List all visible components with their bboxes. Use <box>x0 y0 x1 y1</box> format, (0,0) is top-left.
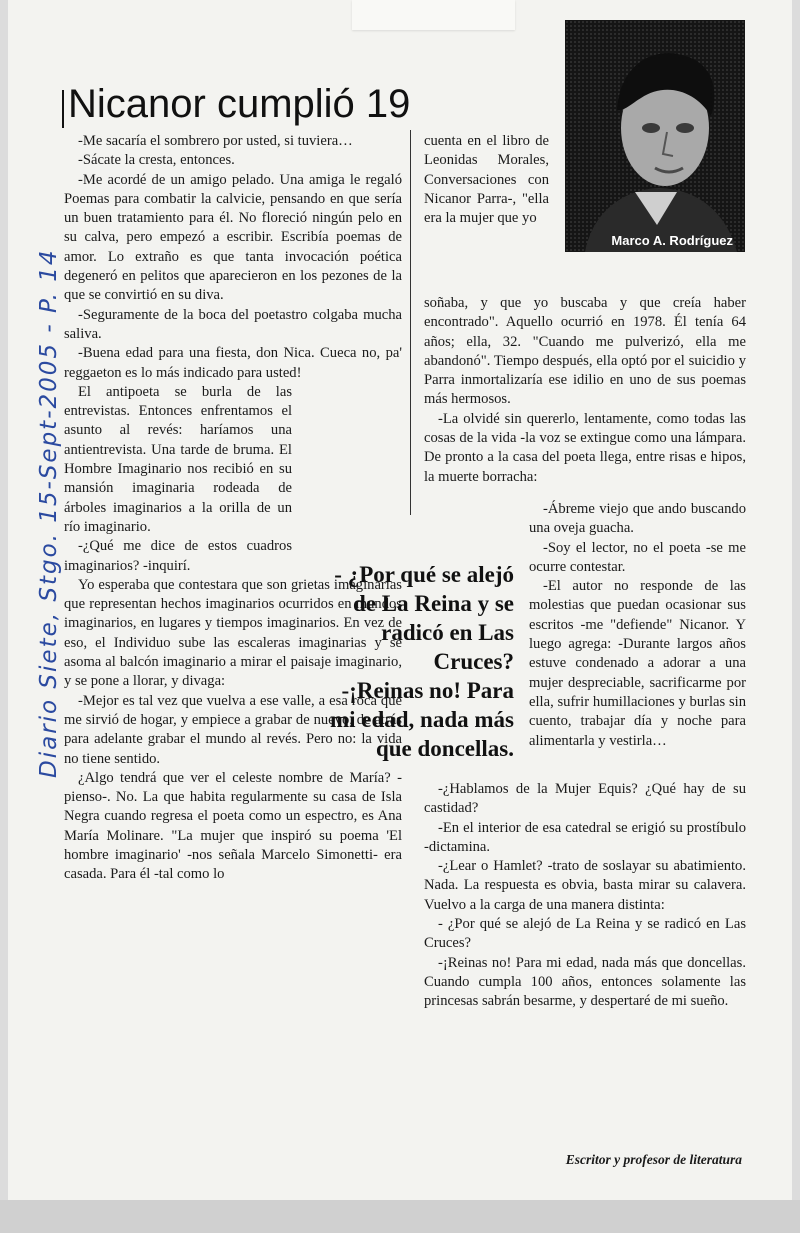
paragraph: El antipoeta se burla de las entrevistas. Entonces enfrentamos el asunto al revés: haríamos una antientrevista. Una tarde de bruma. El Hombre Imaginario nos recibió en su mansión imaginaria rodeada de árboles imaginarios a la orilla de un río imaginario. <box>64 383 292 535</box>
paragraph: -Me sacaría el sombrero por usted, si tuviera… <box>78 133 353 149</box>
paragraph: -Soy el lector, no el poeta -se me ocurre contestar. <box>529 539 746 575</box>
paragraph: -Mejor es tal vez que vuelva a ese valle, a esa roca que me sirvió de hogar, y empiece a grabar de nuevo, de atrás para adelante grabar el mundo al revés. Pero no: la vida no tiene sentido. <box>64 692 402 767</box>
photo-caption: Marco A. Rodríguez <box>611 233 733 248</box>
paragraph: -Ábreme viejo que ando buscando una oveja guacha. <box>529 501 746 537</box>
right-column-top <box>424 132 549 228</box>
pull-quote-question: - ¿Por qué se alejó de La Reina y se radicó en Las Cruces? <box>334 562 514 674</box>
author-photo <box>565 20 745 252</box>
right-column-main <box>424 294 746 487</box>
article-headline: Nicanor cumplió 19 <box>68 82 411 126</box>
paragraph: Yo esperaba que contestara que son grietas imaginarias que representan hechos imaginarios ocurridos en mundos imaginarios, en lugares y tiempos imaginarios. En vez de eso, el Individuo sube las escaleras imaginarias y se asoma al balcón imaginario a mirar el paisaje imaginario, y se pone a llorar, y divaga: <box>64 576 402 690</box>
headline-rule <box>62 90 64 128</box>
paragraph: -En el interior de esa catedral se erigió su prostíbulo -dictamina. <box>424 819 746 855</box>
paragraph: -Me acordé de un amigo pelado. Una amiga le regaló Poemas para combatir la calvicie, pensando en que sería un buen tratamiento para él. No floreció ningún pelo en su calva, pero empezó a escribir. Escribía poemas de amor. Lo extraño es que tanta invocación poética degeneró en pelitos que aparecieron en los pezones de la que se convirtió en su diva. <box>64 171 402 304</box>
paragraph: -¿Qué me dice de estos cuadros imaginarios? -inquirí. <box>64 538 292 574</box>
author-signature: Escritor y profesor de literatura <box>565 1152 742 1167</box>
paragraph: -¿Lear o Hamlet? -trato de soslayar su abatimiento. Nada. La respuesta es obvia, basta mirar su calavera. Vuelvo a la carga de una manera distinta: <box>424 858 746 913</box>
paragraph: soñaba, y que yo buscaba y que creía haber encontrado". Aquello ocurrió en 1978. Él tenía 64 años; ella, 32. "Cuando me pulverizó, ella me abandonó". Tiempo después, ella optó por el suicidio y Parra inmortalizaría ese idilio en uno de sus poemas más hermosos. <box>424 295 746 408</box>
paragraph: -Sácate la cresta, entonces. <box>78 152 235 169</box>
paragraph: -El autor no responde de las molestias que puedan ocasionar sus escritos -me "defiende" Nicanor. Y luego agrega: -Durante largos años estuve condenado a adorar a una mujer despreciable, sacrificarme por ella, sufrir humillaciones y burlas sin cuento, trabajar día y noche para alimentarla y vestirla… <box>529 578 746 749</box>
right-column-bottom <box>424 780 746 1150</box>
paragraph: -Buena edad para una fiesta, don Nica. Cueca no, pa' reggaeton es lo más indicado para usted! <box>64 345 402 381</box>
paragraph: - ¿Por qué se alejó de La Reina y se radicó en Las Cruces? <box>424 916 746 952</box>
portrait-image <box>565 20 745 252</box>
scan-background <box>0 1200 800 1233</box>
paragraph: cuenta en el libro de Leonidas Morales, Conversaciones con Nicanor Parra-, "ella era la mujer que yo <box>424 133 549 227</box>
paragraph: -Seguramente de la boca del poetastro colgaba mucha saliva. <box>64 306 402 342</box>
pull-quote <box>318 560 514 763</box>
handwritten-source-note: Diario Siete, Stgo. 15-Sept-2005 - P. 14 <box>36 248 62 778</box>
paragraph: -La olvidé sin quererlo, lentamente, como todas las cosas de la vida -la voz se extingue como una lámpara. De pronto a la casa del poeta llega, entre risas e hipos, la muerte borracha: <box>424 410 746 485</box>
pull-quote-answer: -¡Reinas no! Para mi edad, nada más que doncellas. <box>329 678 514 761</box>
paragraph: -¡Reinas no! Para mi edad, nada más que doncellas. Cuando cumpla 100 años, entonces solamente las princesas sabrán besarme, y despertaré de mi sueño. <box>424 954 746 1010</box>
paragraph: ¿Algo tendrá que ver el celeste nombre de María? -pienso-. No. La que habita regularmente su casa de Isla Negra cuando regresa el poeta como un espectro, es Ana María Molinare. "La mujer que inspiró su poema 'El hombre imaginario' -nos señala Marcelo Simonetti- era casada. Para él -tal como lo <box>64 769 402 883</box>
paragraph: -¿Hablamos de la Mujer Equis? ¿Qué hay de su castidad? <box>424 781 746 817</box>
tape-strip <box>352 0 515 30</box>
column-divider <box>410 130 411 515</box>
